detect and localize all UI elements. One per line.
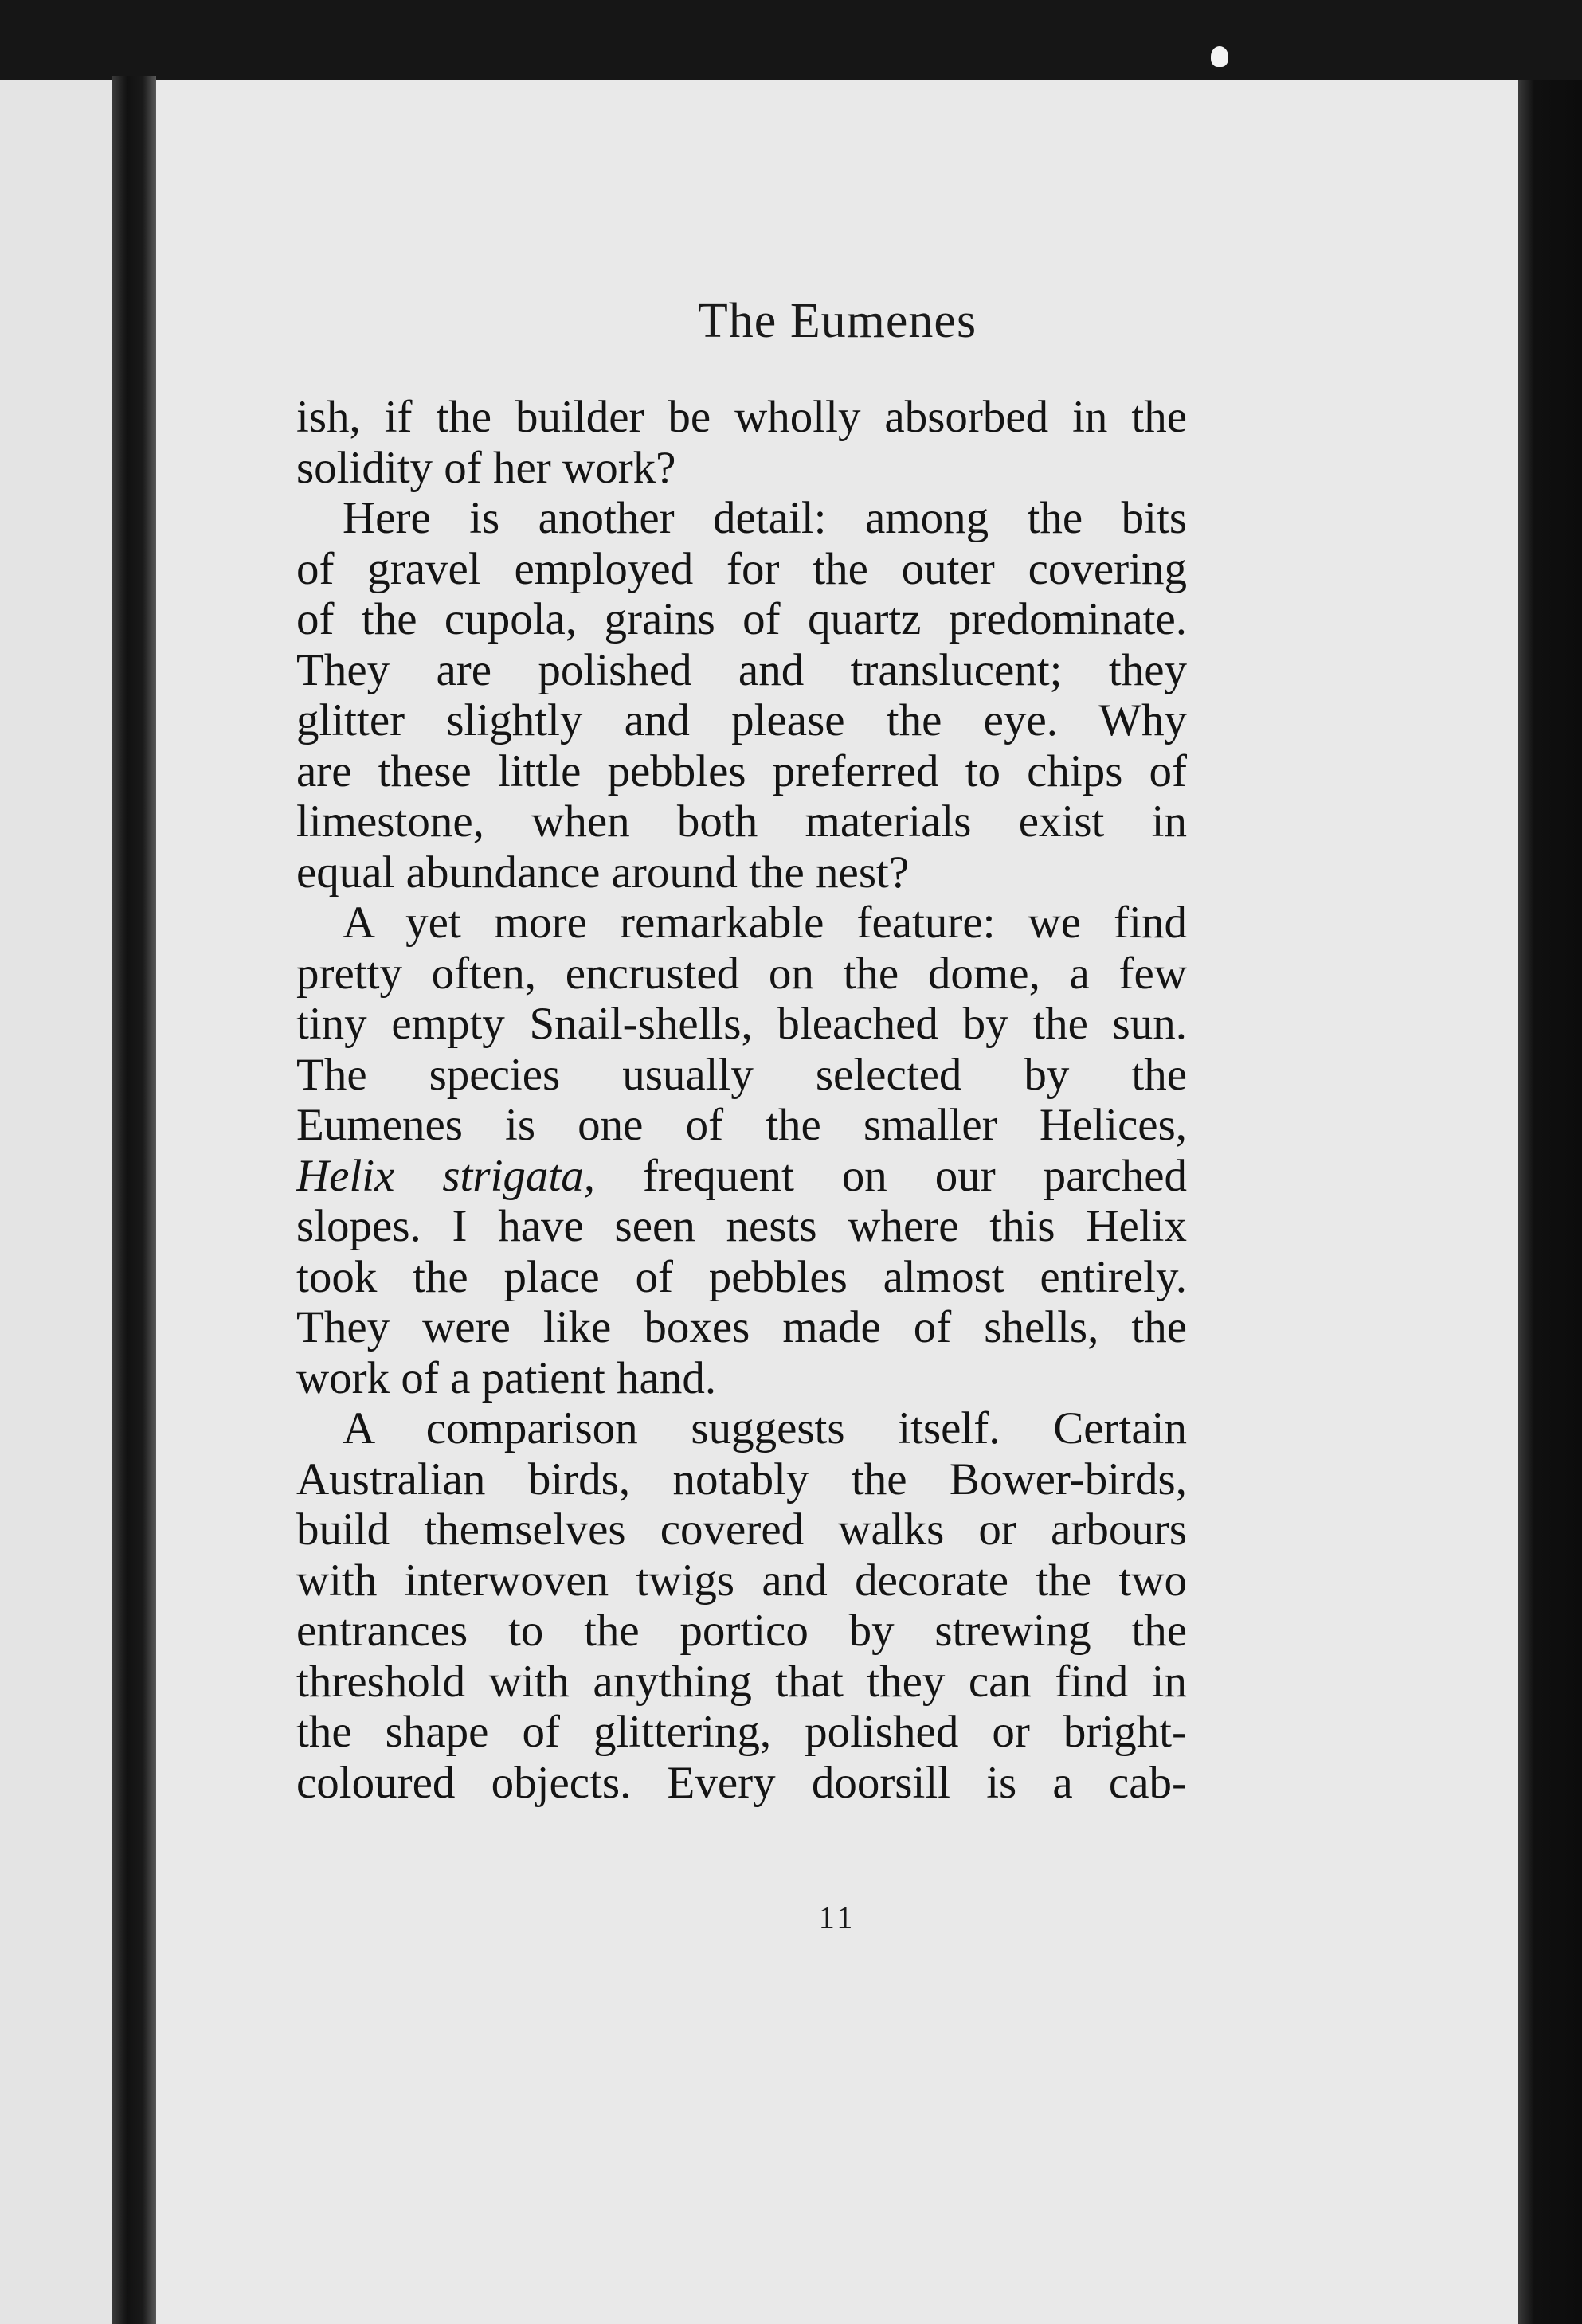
italic-species-name: Helix strigata, (296, 1150, 595, 1201)
scanner-top-border (0, 0, 1582, 80)
text-line: ish, if the builder be wholly absorbed in the (296, 392, 1187, 442)
text-line: entrances to the portico by strewing the (296, 1606, 1187, 1656)
text-line: are these little pebbles preferred to chips of (296, 745, 1187, 796)
running-head: The Eumenes (697, 294, 977, 348)
text-line: of the cupola, grains of quartz predominate. (296, 594, 1187, 644)
book-page (156, 80, 1518, 2324)
text-line: solidity of her work? (296, 442, 676, 493)
scan-artifact-notch (1211, 46, 1228, 67)
body-text (296, 392, 1187, 1808)
page-edge-shadow (1518, 80, 1582, 2324)
text-line: threshold with anything that they can find in (296, 1656, 1187, 1707)
gutter-shadow (112, 76, 156, 2324)
text-line: with interwoven twigs and decorate the two (296, 1555, 1187, 1606)
page-number: 11 (818, 1899, 856, 1935)
text-line: Here is another detail: among the bits (343, 493, 1187, 543)
text-line: equal abundance around the nest? (296, 847, 910, 898)
text-line: coloured objects. Every doorsill is a cab- (296, 1757, 1187, 1808)
text-line: limestone, when both materials exist in (296, 796, 1187, 847)
text-line: Australian birds, notably the Bower-birds, (296, 1453, 1187, 1504)
facing-page-edge (0, 80, 112, 2324)
text-line: slopes. I have seen nests where this Helix (296, 1201, 1187, 1251)
text-line: of gravel employed for the outer covering (296, 543, 1187, 594)
text-line: Eumenes is one of the smaller Helices, (296, 1100, 1187, 1150)
text-line: build themselves covered walks or arbours (296, 1504, 1187, 1555)
text-line: the shape of glittering, polished or bright- (296, 1707, 1187, 1757)
text-line: pretty often, encrusted on the dome, a few (296, 948, 1187, 999)
text-line: took the place of pebbles almost entirely. (296, 1251, 1187, 1302)
text-line: A comparison suggests itself. Certain (343, 1403, 1187, 1453)
text-line: work of a patient hand. (296, 1352, 717, 1403)
text-line: The species usually selected by the (296, 1049, 1187, 1100)
text-line: tiny empty Snail-shells, bleached by the sun. (296, 999, 1187, 1049)
text-line-rest: frequent on our parched (595, 1150, 1187, 1201)
text-line: A yet more remarkable feature: we find (343, 898, 1187, 948)
text-line: They are polished and translucent; they (296, 644, 1187, 695)
text-line: They were like boxes made of shells, the (296, 1302, 1187, 1352)
text-line: glitter slightly and please the eye. Why (296, 695, 1187, 745)
text-line (296, 1151, 1187, 1202)
